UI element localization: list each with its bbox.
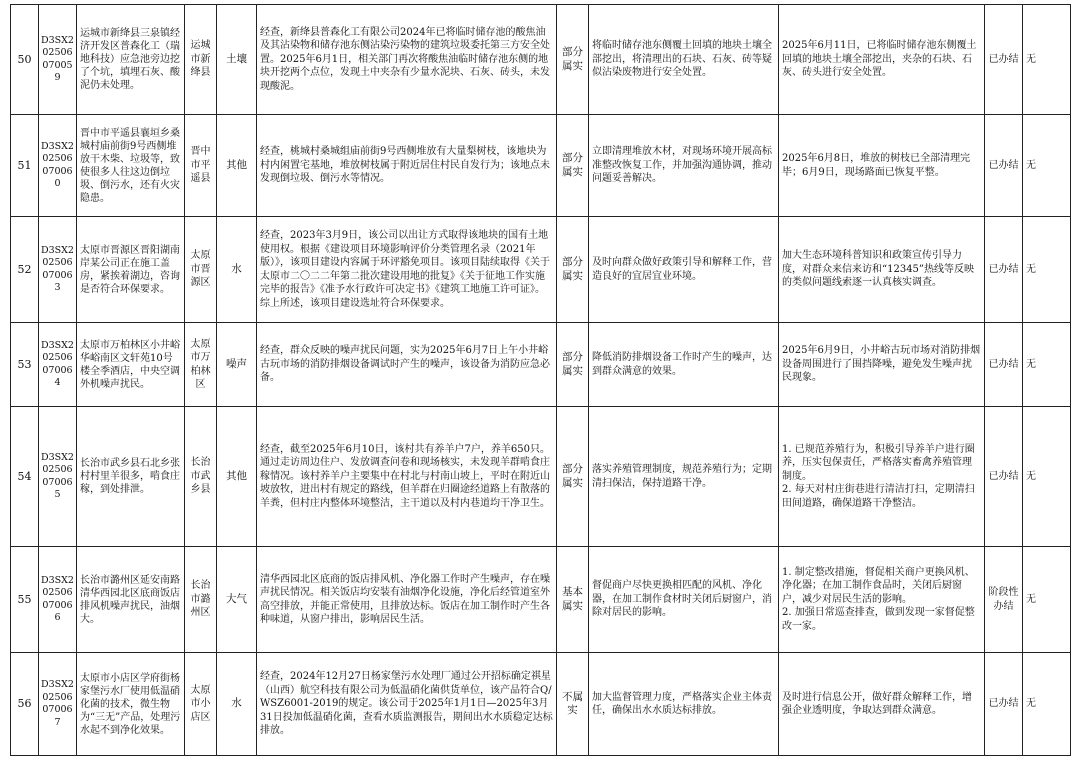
complaint-code: D3SX202506070060	[39, 115, 77, 217]
row-number: 50	[11, 5, 39, 115]
accountability: 无	[1023, 323, 1071, 407]
district: 太原市小店区	[185, 653, 217, 756]
complaint-address: 运城市新绛县三泉镇经济开发区普森化工（瑞地科技）应急池旁边挖了个坑，填埋石灰、酸泥仍未处理。	[77, 5, 185, 115]
investigation-result: 经查，新绛县普森化工有限公司2024年已将临时储存池的酸焦油及其沾染物和储存池东侧沾染污染物的建筑垃圾委托第三方安全处置。2025年6月1日，相关部门再次将酸焦油临时储存池东侧的地块开挖两个点位，发现土中夹杂有少量水泥块、石灰、砖头，未发现酸泥。	[257, 5, 557, 115]
row-number: 52	[11, 217, 39, 323]
status: 已办结	[985, 653, 1023, 756]
pollution-type: 土壤	[217, 5, 257, 115]
rectification-result: 2025年6月9日，小井峪古玩市场对消防排烟设备周围进行了围挡降噪，避免发生噪声扰民现象。	[779, 323, 985, 407]
status: 已办结	[985, 323, 1023, 407]
district: 太原市晋源区	[185, 217, 217, 323]
table-row	[11, 5, 1071, 115]
verdict: 部分属实	[557, 407, 589, 547]
row-number: 51	[11, 115, 39, 217]
verdict: 部分属实	[557, 217, 589, 323]
row-number: 55	[11, 547, 39, 653]
district: 运城市新绛县	[185, 5, 217, 115]
verdict: 部分属实	[557, 5, 589, 115]
table-row	[11, 217, 1071, 323]
complaint-table	[10, 4, 1071, 756]
pollution-type: 水	[217, 217, 257, 323]
status: 已办结	[985, 217, 1023, 323]
district: 晋中市平遥县	[185, 115, 217, 217]
district: 太原市万柏林区	[185, 323, 217, 407]
status: 已办结	[985, 407, 1023, 547]
table-row	[11, 653, 1071, 756]
status: 阶段性办结	[985, 547, 1023, 653]
table-row	[11, 407, 1071, 547]
rectification-measures: 加大监督管理力度，严格落实企业主体责任，确保出水水质达标排放。	[589, 653, 779, 756]
complaint-address: 长治市武乡县石北乡张村村里羊很多，啃食庄稼，到处排泄。	[77, 407, 185, 547]
rectification-result: 1. 已规范养殖行为，积极引导养羊户进行圈养，压实包保责任，严格落实畜禽养殖管理制度。 2. 每天对村庄街巷进行清洁打扫，定期清扫田间道路，确保道路干净整洁。	[779, 407, 985, 547]
accountability: 无	[1023, 217, 1071, 323]
verdict: 不属实	[557, 653, 589, 756]
rectification-measures: 及时向群众做好政策引导和解释工作，营造良好的宜居宜业环境。	[589, 217, 779, 323]
accountability: 无	[1023, 115, 1071, 217]
table-row	[11, 547, 1071, 653]
accountability: 无	[1023, 653, 1071, 756]
investigation-result: 经查，2023年3月9日，该公司以出让方式取得该地块的国有土地使用权。根据《建设项目环境影响评价分类管理名录（2021年版）》，该项目建设内容属于环评豁免项目。该项目陆续取得《关于太原市二〇二二年第二批次建设用地的批复》《关于征地工作实施完毕的报告》《准予水行政许可决定书》《建筑工地施工许可证》。综上所述，该项目建设选址符合环保要求。	[257, 217, 557, 323]
district: 长治市潞州区	[185, 547, 217, 653]
complaint-address: 太原市晋源区晋阳湖南岸某公司正在施工盖房，紧挨着湖边，咨询是否符合环保要求。	[77, 217, 185, 323]
verdict: 部分属实	[557, 323, 589, 407]
rectification-result: 加大生态环境科普知识和政策宣传引导力度，对群众来信来访和“12345”热线等反映的类似问题线索逐一认真核实调查。	[779, 217, 985, 323]
complaint-code: D3SX202506070065	[39, 407, 77, 547]
row-number: 53	[11, 323, 39, 407]
verdict: 部分属实	[557, 115, 589, 217]
table-row	[11, 115, 1071, 217]
table-row	[11, 323, 1071, 407]
rectification-result: 1. 制定整改措施，督促相关商户更换风机、净化器；在加工制作食品时，关闭后厨窗户，减少对居民生活的影响。 2. 加强日常巡查排查，做到发现一家督促整改一家。	[779, 547, 985, 653]
pollution-type: 大气	[217, 547, 257, 653]
investigation-result: 清华西园北区底商的饭店排风机、净化器工作时产生噪声，存在噪声扰民情况。相关饭店均安装有油烟净化设施，净化后经管道室外高空排放，并能正常使用，且排放达标。饭店在加工制作时产生各种味道，从窗户排出，影响居民生活。	[257, 547, 557, 653]
accountability: 无	[1023, 547, 1071, 653]
accountability: 无	[1023, 5, 1071, 115]
complaint-code: D3SX202506070066	[39, 547, 77, 653]
rectification-result: 2025年6月8日，堆放的树枝已全部清理完毕；6月9日，现场路面已恢复平整。	[779, 115, 985, 217]
complaint-code: D3SX202506070059	[39, 5, 77, 115]
pollution-type: 其他	[217, 115, 257, 217]
row-number: 56	[11, 653, 39, 756]
investigation-result: 经查，桃城村桑城组庙前街9号西侧堆放有大量梨树枝，该地块为村内闲置宅基地，堆放树枝属于附近居住村民自发行为；该地点未发现倒垃圾、倒污水等情况。	[257, 115, 557, 217]
complaint-address: 太原市万柏林区小井峪华峪南区文轩苑10号楼全季酒店，中央空调外机噪声扰民。	[77, 323, 185, 407]
rectification-measures: 落实养殖管理制度，规范养殖行为；定期清扫保洁，保持道路干净。	[589, 407, 779, 547]
investigation-result: 经查，群众反映的噪声扰民问题，实为2025年6月7日上午小井峪古玩市场的消防排烟设备调试时产生的噪声，该设备为消防应急必备。	[257, 323, 557, 407]
verdict: 基本属实	[557, 547, 589, 653]
complaint-address: 太原市小店区学府街杨家堡污水厂使用低温硝化菌的技术，微生物为“三无”产品，处理污水起不到净化效果。	[77, 653, 185, 756]
complaint-code: D3SX202506070063	[39, 217, 77, 323]
pollution-type: 水	[217, 653, 257, 756]
pollution-type: 噪声	[217, 323, 257, 407]
district: 长治市武乡县	[185, 407, 217, 547]
complaint-code: D3SX202506070064	[39, 323, 77, 407]
rectification-measures: 立即清理堆放木材，对现场环境开展高标准整改恢复工作，并加强沟通协调，推动问题妥善解决。	[589, 115, 779, 217]
accountability: 无	[1023, 407, 1071, 547]
status: 已办结	[985, 115, 1023, 217]
pollution-type: 其他	[217, 407, 257, 547]
row-number: 54	[11, 407, 39, 547]
complaint-code: D3SX202506070067	[39, 653, 77, 756]
rectification-measures: 将临时储存池东侧覆土回填的地块土壤全部挖出，将清理出的石块、石灰、砖等疑似沾染废物进行安全处置。	[589, 5, 779, 115]
investigation-result: 经查，截至2025年6月10日，该村共有养羊户7户，养羊650只。通过走访周边住户、发放调查问卷和现场核实，未发现羊群啃食庄稼情况。该村养羊户主要集中在村北与村南山坡上，平时在附近山坡放牧，进出村有规定的路线，但羊群在归圈途经道路上有散落的羊粪，但村庄内整体环境整洁，主干道以及村内巷道均干净卫生。	[257, 407, 557, 547]
rectification-measures: 降低消防排烟设备工作时产生的噪声，达到群众满意的效果。	[589, 323, 779, 407]
complaint-address: 晋中市平遥县襄垣乡桑城村庙前街9号西侧堆放干木柴、垃圾等，致使很多人往这边倒垃圾、倒污水，还有火灾隐患。	[77, 115, 185, 217]
investigation-result: 经查，2024年12月27日杨家堡污水处理厂通过公开招标确定祺星（山西）航空科技有限公司为低温硝化菌供货单位，该产品符合Q/WSZ6001-2019的规定。该公司于2025年1月1日—2025年3月31日投加低温硝化菌，查看水质监测报告，期间出水水质稳定达标排放。	[257, 653, 557, 756]
status: 已办结	[985, 5, 1023, 115]
rectification-measures: 督促商户尽快更换相匹配的风机、净化器，在加工制作食材时关闭后厨窗户，消除对居民的影响。	[589, 547, 779, 653]
complaint-address: 长治市潞州区延安南路清华西园北区底商饭店排风机噪声扰民，油烟大。	[77, 547, 185, 653]
rectification-result: 及时进行信息公开，做好群众解释工作，增强企业透明度，争取达到群众满意。	[779, 653, 985, 756]
rectification-result: 2025年6月11日，已将临时储存池东侧覆土回填的地块土壤全部挖出，夹杂的石块、石灰、砖头进行安全处置。	[779, 5, 985, 115]
